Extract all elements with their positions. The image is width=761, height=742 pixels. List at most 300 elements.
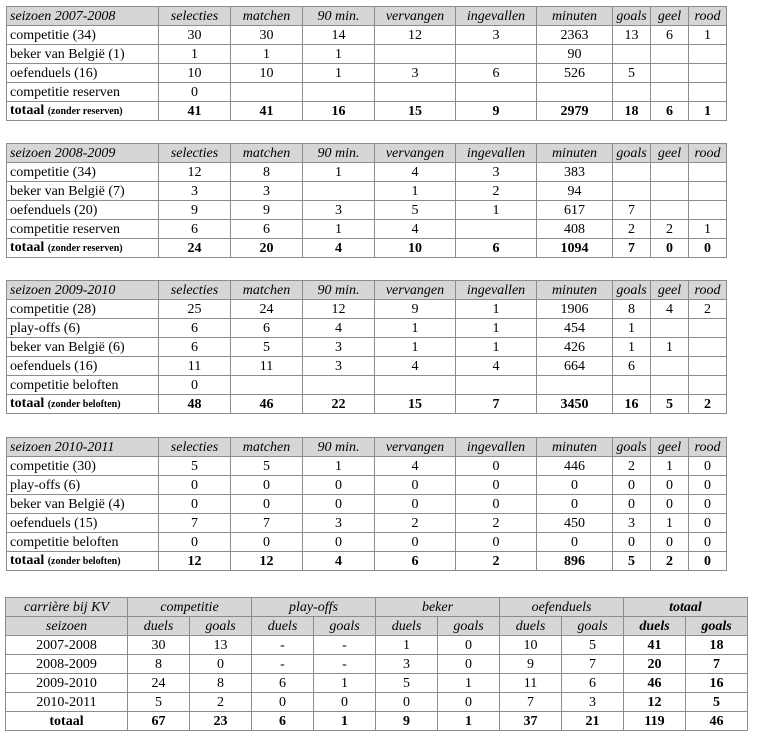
table-cell: 11 (500, 674, 562, 693)
table-cell: 3 (303, 514, 375, 533)
column-header: 90 min. (303, 438, 375, 457)
sub-header: duels (128, 617, 190, 636)
table-cell: 4 (651, 300, 689, 319)
table-cell: 5 (686, 693, 748, 712)
table-cell (689, 357, 727, 376)
table-row (7, 476, 727, 495)
table-cell: 0 (159, 495, 231, 514)
table-cell: 10 (231, 64, 303, 83)
table-cell: 5 (375, 201, 456, 220)
table-cell: 10 (159, 64, 231, 83)
column-header: selecties (159, 438, 231, 457)
table-cell (613, 376, 651, 395)
table-cell: 0 (537, 476, 613, 495)
table-cell: 3 (456, 163, 537, 182)
table-cell: 1 (651, 457, 689, 476)
table-cell (651, 83, 689, 102)
table-cell: 0 (689, 495, 727, 514)
table-cell: 1 (375, 338, 456, 357)
column-header: matchen (231, 144, 303, 163)
season-table (6, 143, 727, 258)
table-cell: 408 (537, 220, 613, 239)
table-cell: 7 (231, 514, 303, 533)
table-cell: 94 (537, 182, 613, 201)
column-header: vervangen (375, 438, 456, 457)
table-cell: 5 (159, 457, 231, 476)
table-cell: 2 (190, 693, 252, 712)
total-row (7, 102, 727, 121)
table-cell: 0 (438, 693, 500, 712)
group-header: oefenduels (500, 598, 624, 617)
table-row (7, 83, 727, 102)
table-cell: 0 (689, 457, 727, 476)
table-cell: 1 (303, 45, 375, 64)
total-cell: 2 (651, 552, 689, 571)
total-cell: 16 (303, 102, 375, 121)
total-cell: 2 (689, 395, 727, 414)
table-cell: 0 (613, 495, 651, 514)
total-cell: 2979 (537, 102, 613, 121)
table-cell (651, 45, 689, 64)
table-row (7, 201, 727, 220)
table-cell: - (252, 655, 314, 674)
total-cell: 10 (375, 239, 456, 258)
total-cell: 1094 (537, 239, 613, 258)
table-cell (231, 83, 303, 102)
column-header: ingevallen (456, 144, 537, 163)
total-cell: 12 (231, 552, 303, 571)
table-cell: 426 (537, 338, 613, 357)
total-cell: 16 (613, 395, 651, 414)
column-header: minuten (537, 7, 613, 26)
table-cell: 4 (375, 457, 456, 476)
total-label-text: totaal (10, 103, 45, 118)
table-cell: 24 (128, 674, 190, 693)
table-cell: 7 (159, 514, 231, 533)
table-cell: 6 (231, 220, 303, 239)
table-row (7, 376, 727, 395)
table-cell (689, 319, 727, 338)
row-label: 2008-2009 (6, 655, 128, 674)
table-cell: 1 (303, 220, 375, 239)
table-cell: - (314, 655, 376, 674)
table-cell (689, 338, 727, 357)
row-label: competitie (28) (7, 300, 159, 319)
row-label: 2010-2011 (6, 693, 128, 712)
table-cell: 5 (562, 636, 624, 655)
table-cell: 13 (613, 26, 651, 45)
sub-header: goals (562, 617, 624, 636)
table-cell: 0 (159, 476, 231, 495)
table-cell: 0 (303, 533, 375, 552)
table-cell: 6 (562, 674, 624, 693)
table-cell: 6 (231, 319, 303, 338)
table-cell: 1 (231, 45, 303, 64)
sub-header: goals (438, 617, 500, 636)
table-row (6, 674, 748, 693)
total-cell: 896 (537, 552, 613, 571)
table-cell: 0 (159, 83, 231, 102)
table-cell (651, 376, 689, 395)
column-header: ingevallen (456, 281, 537, 300)
table-row (7, 300, 727, 319)
table-cell: 41 (624, 636, 686, 655)
table-cell: 25 (159, 300, 231, 319)
table-cell: 0 (303, 495, 375, 514)
table-cell: 6 (159, 220, 231, 239)
row-label: oefenduels (16) (7, 64, 159, 83)
total-cell: 1 (689, 102, 727, 121)
row-label: competitie (34) (7, 26, 159, 45)
table-cell (613, 45, 651, 64)
season-table (6, 437, 727, 571)
table-cell (689, 163, 727, 182)
total-cell: 20 (231, 239, 303, 258)
table-row (6, 655, 748, 674)
row-label: 2009-2010 (6, 674, 128, 693)
table-row (6, 693, 748, 712)
table-cell: 0 (231, 495, 303, 514)
table-cell: 6 (651, 26, 689, 45)
table-cell: 2 (613, 220, 651, 239)
column-header: 90 min. (303, 7, 375, 26)
table-cell: 1 (456, 201, 537, 220)
total-cell: 46 (686, 712, 748, 731)
column-header: vervangen (375, 7, 456, 26)
table-row (7, 220, 727, 239)
table-cell: 454 (537, 319, 613, 338)
column-header: goals (613, 281, 651, 300)
table-cell: 11 (159, 357, 231, 376)
table-cell (456, 220, 537, 239)
sub-header: goals (190, 617, 252, 636)
table-cell: 0 (613, 533, 651, 552)
column-header: rood (689, 7, 727, 26)
table-row (7, 26, 727, 45)
total-cell: 2 (456, 552, 537, 571)
table-cell: 0 (231, 476, 303, 495)
table-cell: 0 (613, 476, 651, 495)
table-cell: 7 (500, 693, 562, 712)
row-label: play-offs (6) (7, 319, 159, 338)
total-cell: 21 (562, 712, 624, 731)
sub-header: goals (686, 617, 748, 636)
table-row (7, 357, 727, 376)
total-row (6, 712, 748, 731)
total-row (7, 552, 727, 571)
table-cell: 5 (231, 457, 303, 476)
total-cell: 41 (231, 102, 303, 121)
table-cell: 11 (231, 357, 303, 376)
career-header-row (6, 598, 748, 617)
total-cell: 119 (624, 712, 686, 731)
row-label: competitie reserven (7, 220, 159, 239)
table-cell: 3 (562, 693, 624, 712)
table-cell: 9 (231, 201, 303, 220)
season-header-row (7, 144, 727, 163)
table-cell: - (252, 636, 314, 655)
table-cell: 8 (128, 655, 190, 674)
season-title: seizoen 2007-2008 (7, 7, 159, 26)
column-header: 90 min. (303, 144, 375, 163)
total-cell: 7 (456, 395, 537, 414)
total-label-note: (zonder beloften) (47, 399, 121, 410)
table-cell: 90 (537, 45, 613, 64)
sub-header: duels (500, 617, 562, 636)
total-label-text: totaal (10, 396, 45, 411)
table-cell: 2 (651, 220, 689, 239)
column-header: goals (613, 438, 651, 457)
total-cell: 6 (651, 102, 689, 121)
career-title: carrière bij KV (6, 598, 128, 617)
season-header-row (7, 7, 727, 26)
group-header: totaal (624, 598, 748, 617)
total-cell: 0 (689, 239, 727, 258)
table-cell: 7 (613, 201, 651, 220)
table-cell (651, 357, 689, 376)
total-cell: 67 (128, 712, 190, 731)
table-cell: 0 (456, 495, 537, 514)
table-cell: 8 (190, 674, 252, 693)
row-label: oefenduels (20) (7, 201, 159, 220)
table-cell: 12 (624, 693, 686, 712)
total-cell: 1 (314, 712, 376, 731)
table-cell: 20 (624, 655, 686, 674)
table-cell: 1 (456, 319, 537, 338)
table-cell (375, 83, 456, 102)
table-row (7, 45, 727, 64)
total-cell: 12 (159, 552, 231, 571)
table-cell: 1 (651, 514, 689, 533)
table-cell: 1 (651, 338, 689, 357)
table-cell: 5 (376, 674, 438, 693)
table-cell: 6 (159, 338, 231, 357)
table-cell: 3 (231, 182, 303, 201)
table-cell (303, 376, 375, 395)
table-cell (375, 45, 456, 64)
column-header: rood (689, 144, 727, 163)
table-cell: 30 (231, 26, 303, 45)
table-cell: 1 (438, 674, 500, 693)
table-cell (456, 45, 537, 64)
total-cell: 15 (375, 102, 456, 121)
table-cell (651, 182, 689, 201)
table-cell: 3 (303, 201, 375, 220)
table-cell: 8 (613, 300, 651, 319)
total-cell: 5 (613, 552, 651, 571)
table-cell: 46 (624, 674, 686, 693)
row-label: beker van België (4) (7, 495, 159, 514)
table-cell: 14 (303, 26, 375, 45)
total-cell: 6 (252, 712, 314, 731)
table-cell: 3 (376, 655, 438, 674)
season-title: seizoen 2008-2009 (7, 144, 159, 163)
season-table (6, 6, 727, 121)
table-cell: 1 (314, 674, 376, 693)
total-cell: 9 (376, 712, 438, 731)
career-table (5, 597, 748, 731)
table-cell: 0 (456, 476, 537, 495)
table-cell (456, 376, 537, 395)
table-cell (651, 163, 689, 182)
row-label: oefenduels (15) (7, 514, 159, 533)
total-label-text: totaal (10, 553, 45, 568)
total-cell: 3450 (537, 395, 613, 414)
table-cell: 30 (128, 636, 190, 655)
table-cell: 9 (500, 655, 562, 674)
total-cell: 18 (613, 102, 651, 121)
table-cell: 0 (651, 495, 689, 514)
column-header: ingevallen (456, 438, 537, 457)
table-row (7, 533, 727, 552)
total-label (7, 239, 159, 258)
table-cell: 4 (303, 319, 375, 338)
column-header: minuten (537, 281, 613, 300)
table-cell: 0 (314, 693, 376, 712)
table-cell: 9 (159, 201, 231, 220)
table-row (7, 319, 727, 338)
table-cell: 1 (375, 182, 456, 201)
table-cell: 24 (231, 300, 303, 319)
table-row (7, 64, 727, 83)
table-cell: 0 (159, 533, 231, 552)
table-cell: 18 (686, 636, 748, 655)
table-cell (651, 319, 689, 338)
total-label-text: totaal (10, 240, 45, 255)
table-cell: 2 (613, 457, 651, 476)
total-row (7, 395, 727, 414)
table-cell: 1 (303, 64, 375, 83)
total-cell: 4 (303, 239, 375, 258)
total-label: totaal (6, 712, 128, 731)
total-cell: 6 (375, 552, 456, 571)
table-cell: 2 (689, 300, 727, 319)
total-label (7, 102, 159, 121)
table-cell: 1 (456, 338, 537, 357)
table-cell (689, 182, 727, 201)
total-cell: 4 (303, 552, 375, 571)
total-cell: 23 (190, 712, 252, 731)
sub-header: duels (624, 617, 686, 636)
table-cell: 1 (689, 26, 727, 45)
table-cell: 1 (303, 163, 375, 182)
table-cell: 3 (303, 357, 375, 376)
table-cell: 383 (537, 163, 613, 182)
total-cell: 7 (613, 239, 651, 258)
table-row (7, 457, 727, 476)
total-label (7, 395, 159, 414)
table-cell: 3 (613, 514, 651, 533)
table-cell: 4 (375, 163, 456, 182)
total-cell: 9 (456, 102, 537, 121)
total-label-note: (zonder reserven) (47, 243, 123, 254)
table-cell: 526 (537, 64, 613, 83)
table-cell (537, 83, 613, 102)
table-cell: 10 (500, 636, 562, 655)
table-cell: 1 (159, 45, 231, 64)
table-cell: 3 (375, 64, 456, 83)
table-cell: 2 (456, 182, 537, 201)
table-cell: 12 (303, 300, 375, 319)
table-cell: 0 (651, 476, 689, 495)
table-cell: 12 (159, 163, 231, 182)
season-column-header: seizoen (6, 617, 128, 636)
table-cell: 2 (375, 514, 456, 533)
table-cell: 3 (456, 26, 537, 45)
table-cell: 446 (537, 457, 613, 476)
table-cell: 0 (456, 533, 537, 552)
table-cell: 8 (231, 163, 303, 182)
table-cell: 0 (252, 693, 314, 712)
total-cell: 15 (375, 395, 456, 414)
table-row (7, 163, 727, 182)
table-cell: 0 (689, 533, 727, 552)
table-cell: 6 (456, 64, 537, 83)
table-cell: 7 (562, 655, 624, 674)
column-header: goals (613, 7, 651, 26)
table-cell: 1906 (537, 300, 613, 319)
table-cell: 0 (231, 533, 303, 552)
table-cell: 1 (456, 300, 537, 319)
row-label: oefenduels (16) (7, 357, 159, 376)
total-cell: 24 (159, 239, 231, 258)
table-cell: 6 (159, 319, 231, 338)
total-cell: 41 (159, 102, 231, 121)
total-cell: 22 (303, 395, 375, 414)
column-header: geel (651, 7, 689, 26)
table-row (7, 338, 727, 357)
season-title: seizoen 2010-2011 (7, 438, 159, 457)
table-cell: 1 (376, 636, 438, 655)
total-cell: 46 (231, 395, 303, 414)
table-cell: 450 (537, 514, 613, 533)
season-title: seizoen 2009-2010 (7, 281, 159, 300)
table-cell: 1 (375, 319, 456, 338)
career-subheader-row (6, 617, 748, 636)
table-cell (651, 64, 689, 83)
table-cell (375, 376, 456, 395)
table-cell: 16 (686, 674, 748, 693)
table-cell: 13 (190, 636, 252, 655)
row-label: beker van België (6) (7, 338, 159, 357)
table-cell (651, 201, 689, 220)
season-header-row (7, 281, 727, 300)
table-cell: 0 (689, 514, 727, 533)
column-header: minuten (537, 144, 613, 163)
table-row (7, 182, 727, 201)
table-cell: 5 (231, 338, 303, 357)
table-cell (689, 64, 727, 83)
column-header: rood (689, 281, 727, 300)
table-cell: 0 (537, 533, 613, 552)
table-cell: 30 (159, 26, 231, 45)
column-header: ingevallen (456, 7, 537, 26)
column-header: vervangen (375, 144, 456, 163)
total-cell: 6 (456, 239, 537, 258)
table-cell: 1 (613, 319, 651, 338)
total-label (7, 552, 159, 571)
table-cell: 6 (613, 357, 651, 376)
table-cell (537, 376, 613, 395)
column-header: minuten (537, 438, 613, 457)
row-label: 2007-2008 (6, 636, 128, 655)
table-cell: 0 (689, 476, 727, 495)
table-cell (689, 45, 727, 64)
group-header: beker (376, 598, 500, 617)
table-cell (456, 83, 537, 102)
table-cell (689, 83, 727, 102)
table-cell: 2 (456, 514, 537, 533)
